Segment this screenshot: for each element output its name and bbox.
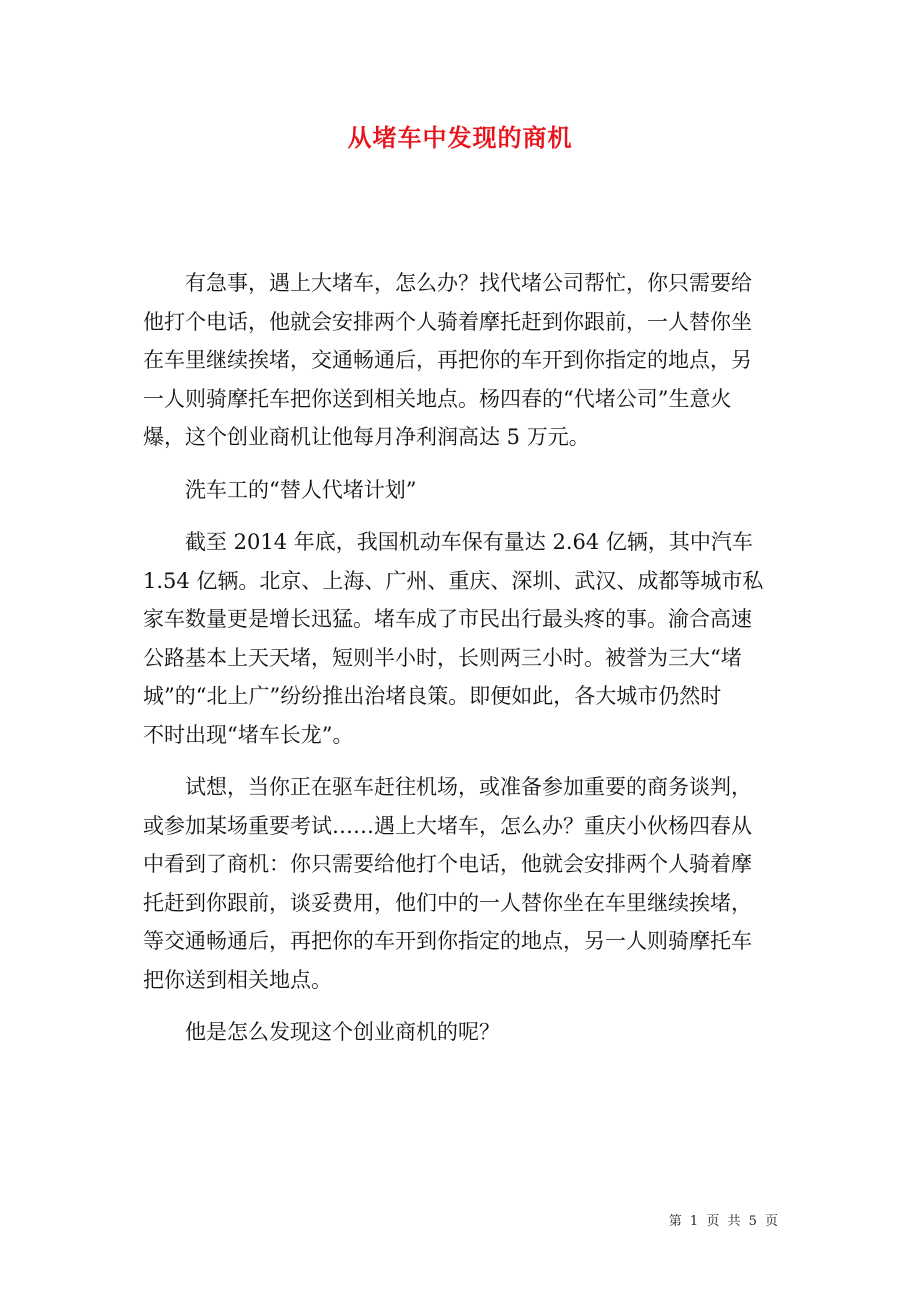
paragraph-5: [143, 1013, 775, 1052]
paragraph-2: [143, 471, 775, 510]
page-number-footer: 第 1 页 共 5 页: [668, 1214, 780, 1229]
paragraph-1-line-1: 有急事，遇上大堵车，怎么办？找代堵公司帮忙，你只需要给: [185, 271, 752, 295]
paragraph-3-line-1: 截至 2014 年底，我国机动车保有量达 2.64 亿辆，其中汽车: [185, 530, 753, 554]
paragraph-1: [143, 264, 775, 457]
paragraph-3-line-6: 不时出现“堵车长龙”。: [143, 722, 354, 747]
paragraph-4-line-2: 或参加某场重要考试……遇上大堵车，怎么办？重庆小伙杨四春从: [143, 813, 752, 838]
document-body: [143, 264, 775, 1066]
paragraph-3-line-5: 城”的“北上广”纷纷推出治堵良策。即便如此，各大城市仍然时: [143, 684, 722, 708]
paragraph-5-line-1: 他是怎么发现这个创业商机的呢？: [185, 1020, 500, 1044]
paragraph-3-line-4: 公路基本上天天堵，短则半小时，长则两三小时。被誉为三大“堵: [143, 645, 742, 670]
paragraph-3-line-2: 1.54 亿辆。北京、上海、广州、重庆、深圳、武汉、成都等城市私: [143, 568, 764, 593]
paragraph-4: [143, 768, 775, 999]
paragraph-4-line-4: 托赶到你跟前，谈妥费用，他们中的一人替你坐在车里继续挨堵，: [143, 890, 752, 915]
paragraph-1-line-5: 爆，这个创业商机让他每月净利润高达 5 万元。: [143, 425, 590, 449]
paragraph-4-line-6: 把你送到相关地点。: [143, 967, 332, 992]
paragraph-4-line-1: 试想，当你正在驱车赶往机场，或准备参加重要的商务谈判，: [185, 775, 752, 799]
paragraph-3-line-3: 家车数量更是增长迅猛。堵车成了市民出行最头疼的事。渝合高速: [143, 607, 752, 631]
paragraph-1-line-2: 他打个电话，他就会安排两个人骑着摩托赶到你跟前，一人替你坐: [143, 309, 752, 334]
paragraph-1-line-3: 在车里继续挨堵，交通畅通后，再把你的车开到你指定的地点，另: [143, 348, 752, 372]
paragraph-4-line-3: 中看到了商机：你只需要给他打个电话，他就会安排两个人骑着摩: [143, 852, 752, 876]
paragraph-2-line-1: 洗车工的“替人代堵计划”: [185, 477, 417, 502]
paragraph-4-line-5: 等交通畅通后，再把你的车开到你指定的地点，另一人则骑摩托车: [143, 929, 752, 953]
paragraph-1-line-4: 一人则骑摩托车把你送到相关地点。杨四春的“代堵公司”生意火: [143, 386, 732, 411]
paragraph-3: [143, 523, 775, 754]
document-title: 从堵车中发现的商机: [347, 123, 573, 152]
